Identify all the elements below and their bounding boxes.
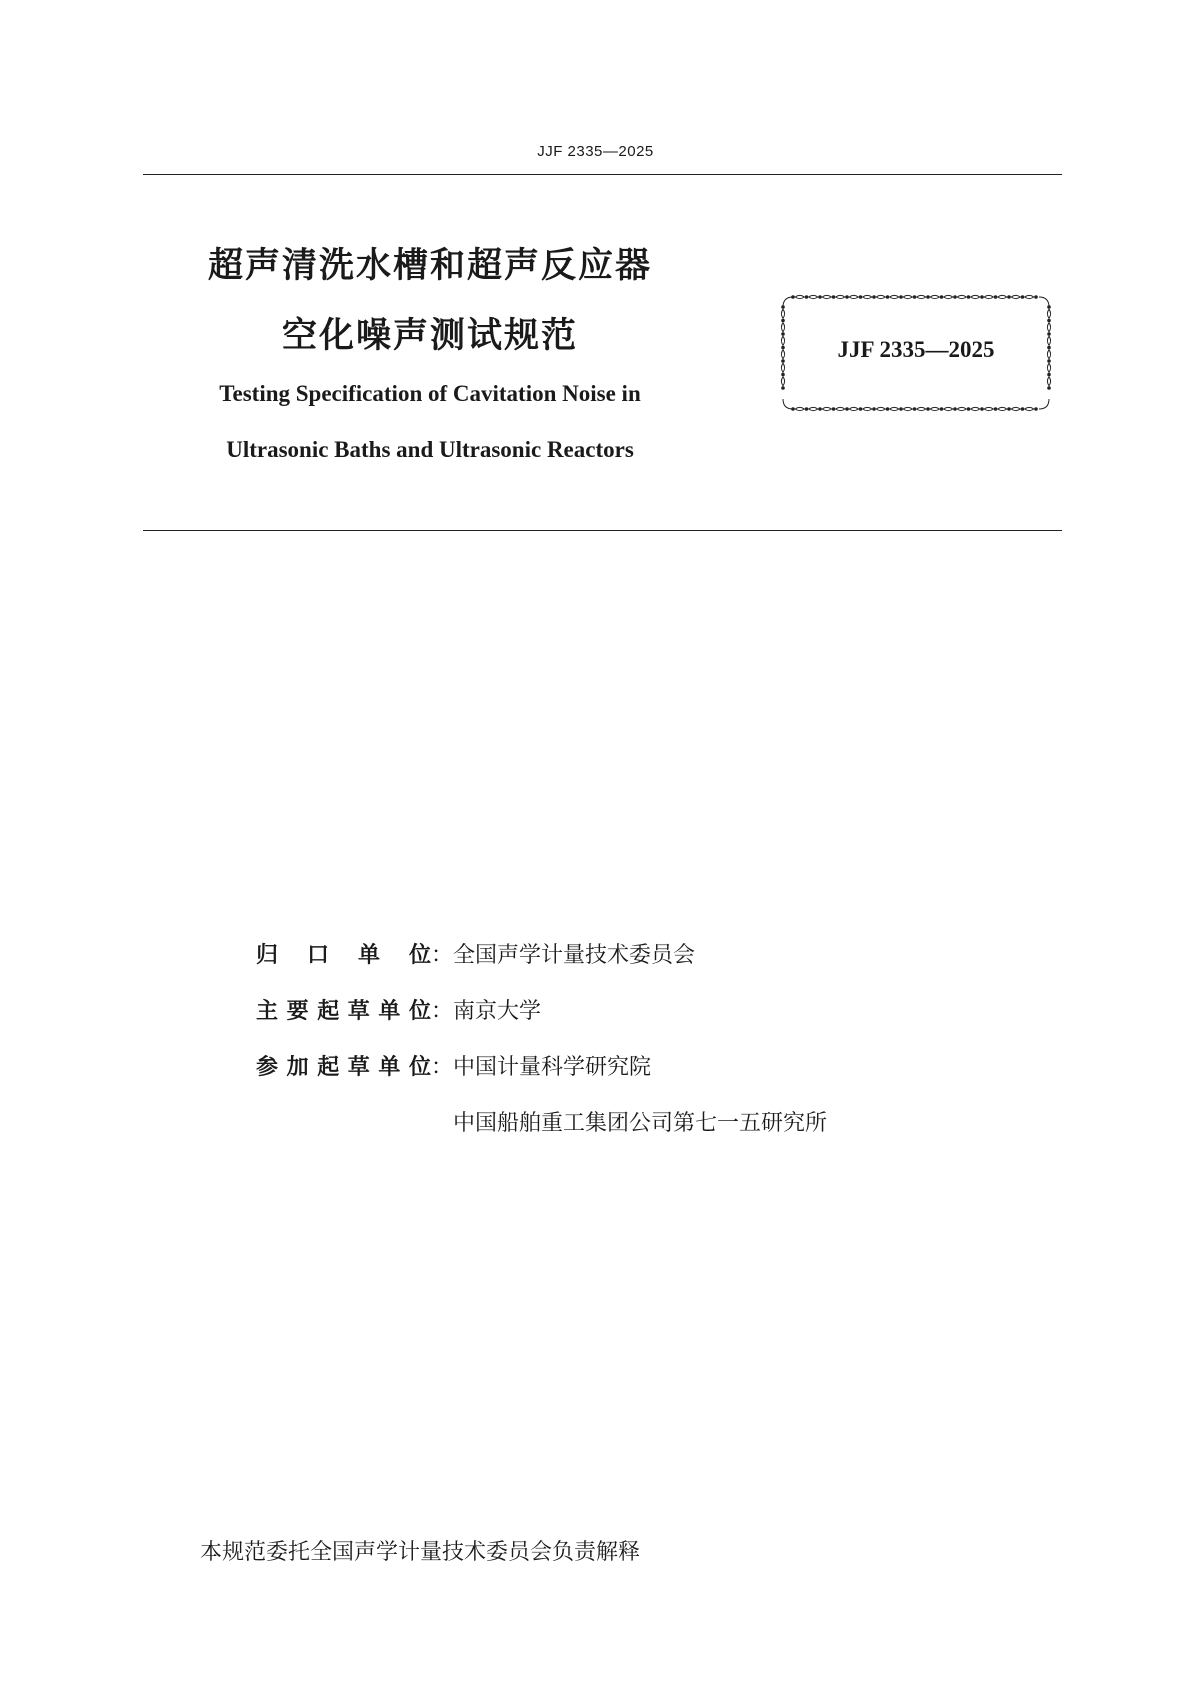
- border-dot: [781, 386, 785, 390]
- border-dot: [845, 295, 849, 299]
- border-dot: [899, 295, 903, 299]
- border-dot: [1007, 295, 1011, 299]
- border-dot: [994, 407, 998, 411]
- border-dot: [1047, 373, 1051, 377]
- border-diamond: [849, 295, 858, 298]
- border-diamond: [957, 295, 966, 298]
- border-diamond: [836, 295, 845, 298]
- title-english-line-2: Ultrasonic Baths and Ultrasonic Reactors: [226, 437, 634, 462]
- info-label-main-drafting-unit: 主 要 起 草 单 位: [256, 999, 431, 1024]
- border-diamond: [876, 407, 885, 410]
- border-diamond: [930, 407, 939, 410]
- title-chinese-line-2: 空化噪声测试规范: [281, 316, 578, 356]
- border-diamond: [809, 407, 818, 410]
- border-diamond: [903, 407, 912, 410]
- border-diamond: [971, 295, 980, 298]
- info-value-centralized-unit: 全国声学计量技术委员会: [453, 943, 696, 968]
- border-diamond: [781, 309, 784, 318]
- info-value-participating-unit-1: 中国计量科学研究院: [453, 1055, 652, 1080]
- header-standard-code: JJF 2335—2025: [537, 143, 654, 160]
- border-dot: [953, 407, 957, 411]
- border-dot: [980, 295, 984, 299]
- border-dot: [926, 407, 930, 411]
- border-corner: [1039, 297, 1049, 307]
- border-corner: [783, 399, 793, 409]
- border-dot: [953, 295, 957, 299]
- border-dot: [1047, 332, 1051, 336]
- border-dot: [805, 407, 809, 411]
- border-dot: [1047, 319, 1051, 323]
- border-diamond: [876, 295, 885, 298]
- border-diamond: [984, 295, 993, 298]
- border-dot: [872, 295, 876, 299]
- border-diamond: [781, 323, 784, 332]
- border-dot: [1007, 407, 1011, 411]
- border-dot: [781, 332, 785, 336]
- border-dot: [859, 407, 863, 411]
- border-dot: [967, 407, 971, 411]
- border-dot: [940, 295, 944, 299]
- border-diamond: [795, 407, 804, 410]
- info-value-participating-unit-2: 中国船舶重工集团公司第七一五研究所: [453, 1111, 828, 1136]
- border-diamond: [822, 295, 831, 298]
- border-diamond: [849, 407, 858, 410]
- border-dot: [994, 295, 998, 299]
- border-diamond: [944, 407, 953, 410]
- border-diamond: [1047, 363, 1050, 372]
- border-diamond: [957, 407, 966, 410]
- border-dot: [781, 319, 785, 323]
- border-dot: [886, 407, 890, 411]
- border-diamond: [917, 407, 926, 410]
- info-colon: ：: [431, 943, 454, 968]
- border-diamond: [890, 407, 899, 410]
- border-dot: [818, 407, 822, 411]
- border-diamond: [863, 295, 872, 298]
- border-dot: [859, 295, 863, 299]
- title-chinese-line-1: 超声清洗水槽和超声反应器: [207, 246, 652, 286]
- border-diamond: [998, 407, 1007, 410]
- border-diamond: [863, 407, 872, 410]
- border-diamond: [781, 363, 784, 372]
- border-diamond: [809, 295, 818, 298]
- border-dot: [818, 295, 822, 299]
- border-dot: [781, 373, 785, 377]
- border-diamond: [822, 407, 831, 410]
- border-diamond: [917, 295, 926, 298]
- border-dot: [967, 295, 971, 299]
- border-dot: [886, 295, 890, 299]
- border-diamond: [944, 295, 953, 298]
- border-dot: [1034, 407, 1038, 411]
- border-dot: [1047, 386, 1051, 390]
- border-diamond: [903, 295, 912, 298]
- interpretation-note: 本规范委托全国声学计量技术委员会负责解释: [200, 1540, 641, 1565]
- border-diamond: [1047, 323, 1050, 332]
- info-colon: ：: [431, 999, 454, 1024]
- border-dot: [1021, 407, 1025, 411]
- border-diamond: [1011, 295, 1020, 298]
- border-diamond: [1047, 309, 1050, 318]
- border-dot: [899, 407, 903, 411]
- border-diamond: [1047, 377, 1050, 386]
- border-diamond: [836, 407, 845, 410]
- border-dot: [872, 407, 876, 411]
- border-dot: [980, 407, 984, 411]
- standard-code-box: [777, 291, 1055, 415]
- border-corner: [783, 297, 793, 307]
- border-diamond: [930, 295, 939, 298]
- border-dot: [805, 295, 809, 299]
- border-diamond: [998, 295, 1007, 298]
- border-dot: [926, 295, 930, 299]
- border-dot: [1021, 295, 1025, 299]
- info-value-main-drafting-unit: 南京大学: [453, 999, 542, 1024]
- border-diamond: [795, 295, 804, 298]
- border-dot: [1034, 295, 1038, 299]
- title-english-line-1: Testing Specification of Cavitation Noise in: [219, 381, 641, 406]
- border-dot: [832, 407, 836, 411]
- border-dot: [832, 295, 836, 299]
- top-divider: [143, 174, 1062, 175]
- border-diamond: [1025, 407, 1034, 410]
- info-label-participating-drafting-unit: 参 加 起 草 单 位: [256, 1055, 431, 1080]
- border-diamond: [1025, 295, 1034, 298]
- standard-code-box-text: JJF 2335—2025: [837, 337, 995, 362]
- border-diamond: [1011, 407, 1020, 410]
- border-dot: [940, 407, 944, 411]
- border-dot: [913, 407, 917, 411]
- info-label-centralized-unit: 归 口 单 位: [256, 943, 431, 968]
- bottom-divider: [143, 530, 1062, 531]
- border-diamond: [984, 407, 993, 410]
- border-dot: [913, 295, 917, 299]
- border-diamond: [890, 295, 899, 298]
- border-corner: [1039, 399, 1049, 409]
- border-diamond: [971, 407, 980, 410]
- border-diamond: [781, 377, 784, 386]
- info-colon: ：: [431, 1055, 454, 1080]
- border-dot: [845, 407, 849, 411]
